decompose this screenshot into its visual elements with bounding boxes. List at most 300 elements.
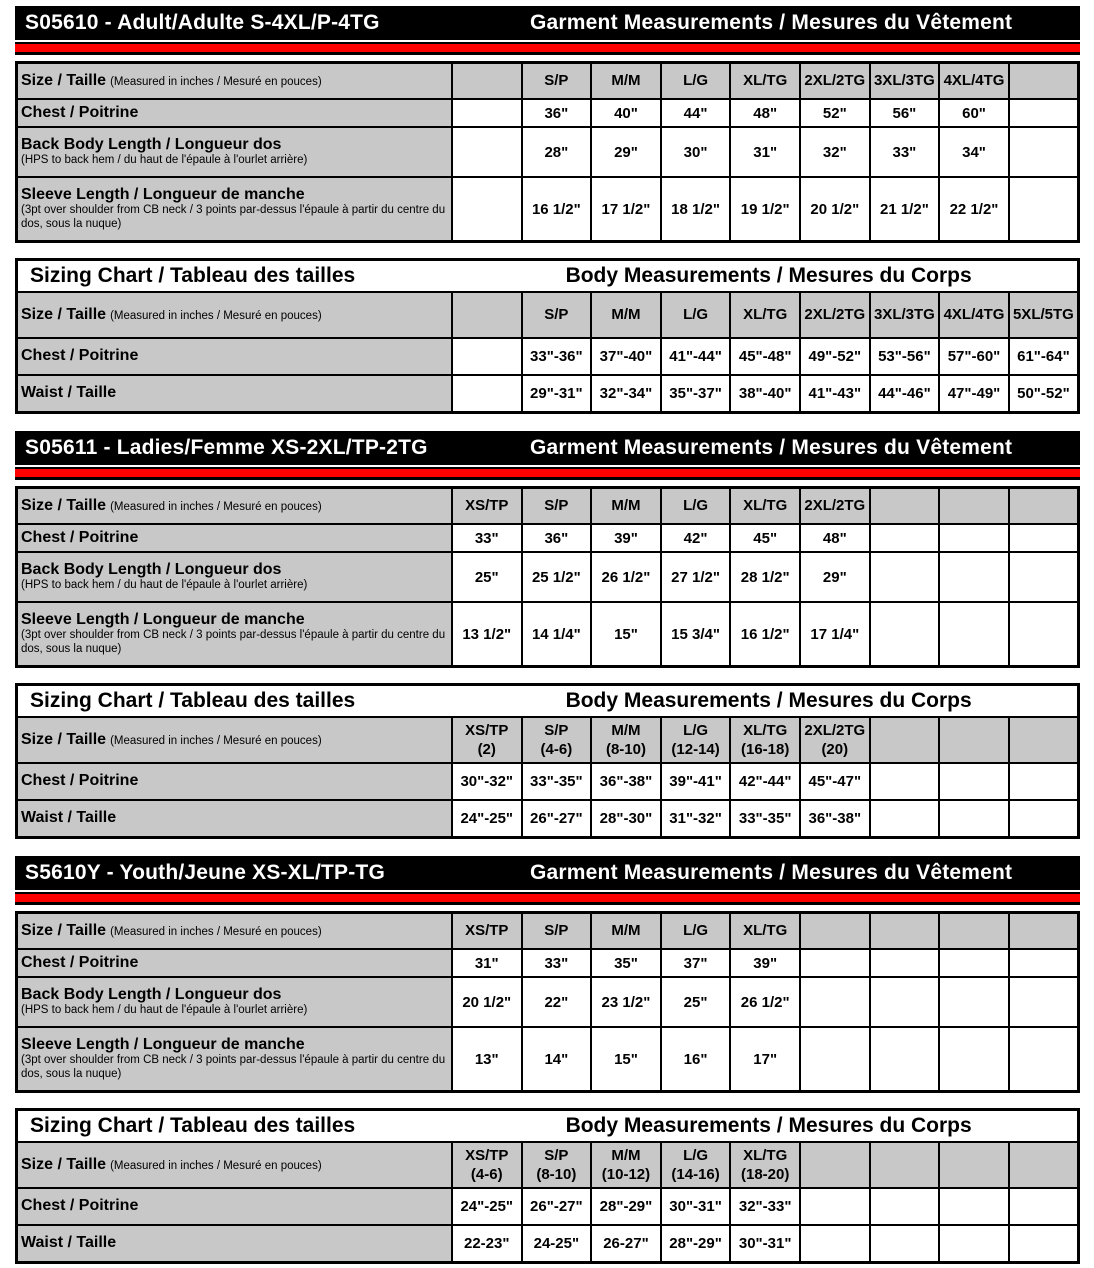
size-column-header-line: L/G: [683, 922, 709, 940]
row-label: Sleeve Length / Longueur de manche: [21, 611, 305, 628]
size-column-header-line: 4XL/4TG: [943, 72, 1005, 90]
body-header-row: [17, 1110, 1079, 1143]
product-code-title: S05610 - Adult/Adulte S-4XL/P-4TG: [25, 11, 380, 34]
measurement-cell: 26"-27": [522, 800, 592, 838]
size-header-row: [17, 63, 1079, 100]
size-column-header-line: (14-16): [671, 1166, 720, 1183]
body-header-cell: [17, 1110, 1079, 1143]
measurement-cell: [1009, 763, 1079, 800]
row-label-note: (3pt over shoulder from CB neck / 3 points par-dessus l'épaule à partir du centre du dos, sous la nuque): [21, 204, 446, 231]
table-title-bar: [15, 6, 1080, 40]
measurement-cell: 15 3/4": [661, 602, 731, 667]
size-column-header: [661, 913, 731, 950]
measurement-cell: [800, 1027, 870, 1092]
size-column-header-line: XL/TG: [743, 922, 788, 940]
body-header-band: [21, 261, 1074, 291]
row-label-note: (HPS to back hem / du haut de l'épaule à l'ourlet arrière): [21, 1004, 308, 1017]
row-label-cell: [17, 524, 452, 552]
size-header-label-cell: [17, 63, 452, 100]
size-column-header: [1009, 717, 1079, 763]
size-column-header: [452, 63, 522, 100]
measurement-cell: 30"-31": [730, 1225, 800, 1263]
size-label: Size / Taille: [21, 71, 107, 89]
size-column-header-line: (18-20): [741, 1166, 790, 1183]
size-column-header: [661, 488, 731, 525]
measurement-cell: 42"-44": [730, 763, 800, 800]
row-label-note: (3pt over shoulder from CB neck / 3 points par-dessus l'épaule à partir du centre du dos, sous la nuque): [21, 1054, 446, 1081]
row-label-cell: [17, 375, 452, 413]
row-label-note: (HPS to back hem / du haut de l'épaule à l'ourlet arrière): [21, 579, 308, 592]
grid-body: [17, 63, 1079, 242]
measurement-cell: 44": [661, 99, 731, 127]
size-column-header-line: 2XL/2TG: [804, 72, 866, 90]
size-column-header-line: M/M: [611, 306, 641, 324]
row-label-cell: [17, 1188, 452, 1225]
size-column-header-line: M/M: [611, 72, 641, 90]
measurement-cell: [1009, 977, 1079, 1027]
measurement-cell: 22 1/2": [939, 177, 1009, 242]
measurement-row: [17, 99, 1079, 127]
size-column-header-line: S/P: [544, 721, 569, 739]
measurement-cell: 49"-52": [800, 338, 870, 375]
measurement-cell: [870, 1188, 940, 1225]
measurement-cell: 25": [452, 552, 522, 602]
size-column-header-line: XS/TP: [465, 721, 509, 739]
size-column-header: [591, 1142, 661, 1188]
measurement-cell: 15": [591, 602, 661, 667]
size-header-label-cell: [17, 488, 452, 525]
size-column-header-line: 2XL/2TG: [804, 721, 866, 739]
size-column-header-line: (10-12): [601, 1166, 651, 1183]
size-unit-note: (Measured in inches / Mesuré en pouces): [110, 734, 322, 747]
size-column-header-line: XS/TP: [465, 1146, 509, 1164]
red-accent-bar: [15, 467, 1080, 480]
measurement-cell: [870, 524, 940, 552]
measurement-cell: [800, 949, 870, 977]
size-unit-note: (Measured in inches / Mesuré en pouces): [110, 75, 322, 88]
measurement-type-title: Body Measurements / Mesures du Corps: [565, 689, 972, 712]
size-column-header: [800, 292, 870, 338]
size-column-header-line: (8-10): [536, 1166, 577, 1183]
size-column-header: [800, 488, 870, 525]
measurement-cell: [939, 763, 1009, 800]
measurement-cell: 17": [730, 1027, 800, 1092]
measurement-cell: [939, 1027, 1009, 1092]
red-accent-bar: [15, 892, 1080, 905]
size-column-header: [730, 1142, 800, 1188]
measurement-cell: [870, 1027, 940, 1092]
size-column-header: [591, 63, 661, 100]
size-column-header-line: (12-14): [671, 741, 720, 758]
size-column-header-line: (8-10): [605, 741, 646, 758]
measurement-row: [17, 977, 1079, 1027]
size-header-label-cell: [17, 1142, 452, 1188]
size-column-header: [591, 292, 661, 338]
size-column-header: [1009, 913, 1079, 950]
row-label-cell: [17, 177, 452, 242]
row-label-cell: [17, 800, 452, 838]
size-column-header-line: L/G: [683, 72, 709, 90]
sizing-table-section-4: [15, 856, 1080, 1093]
size-header-row: [17, 717, 1079, 763]
measurement-cell: [1009, 1188, 1079, 1225]
measurement-cell: [1009, 800, 1079, 838]
measurement-cell: 17 1/2": [591, 177, 661, 242]
row-label: Chest / Poitrine: [21, 772, 139, 790]
measurement-cell: 45": [730, 524, 800, 552]
measurement-cell: 27 1/2": [661, 552, 731, 602]
measurement-cell: 39": [730, 949, 800, 977]
measurement-cell: [800, 977, 870, 1027]
measurement-cell: 34": [939, 127, 1009, 177]
size-header-label-cell: [17, 717, 452, 763]
size-column-header-line: L/G: [683, 497, 709, 515]
size-header-row: [17, 292, 1079, 338]
row-label-cell: [17, 127, 452, 177]
measurement-cell: [939, 1225, 1009, 1263]
measurement-cell: [870, 602, 940, 667]
grid-body: [17, 913, 1079, 1092]
size-column-header: [870, 717, 940, 763]
row-label: Back Body Length / Longueur dos: [21, 560, 282, 578]
size-column-header: [939, 913, 1009, 950]
size-column-header: [939, 292, 1009, 338]
measurement-cell: [800, 1225, 870, 1263]
measurement-cell: 41"-44": [661, 338, 731, 375]
measurement-cell: 24-25": [522, 1225, 592, 1263]
sizing-table-section-2: [15, 431, 1080, 668]
sizing-table-section-1: [15, 258, 1080, 414]
size-column-header-line: L/G: [683, 306, 709, 324]
sizing-table-section-0: [15, 6, 1080, 243]
size-column-header: [730, 488, 800, 525]
size-column-header: [452, 488, 522, 525]
row-label-cell: [17, 977, 452, 1027]
measurement-cell: 24"-25": [452, 800, 522, 838]
measurement-cell: 31": [452, 949, 522, 977]
measurement-cell: [870, 763, 940, 800]
measurement-cell: 29": [591, 127, 661, 177]
measurement-cell: 39"-41": [661, 763, 731, 800]
size-column-header: [1009, 63, 1079, 100]
body-header-cell: [17, 685, 1079, 718]
measurement-cell: 56": [870, 99, 940, 127]
measurement-cell: 33": [870, 127, 940, 177]
size-column-header-line: XS/TP: [465, 497, 509, 515]
size-label: Size / Taille: [21, 496, 107, 514]
size-column-header-line: (4-6): [470, 1166, 503, 1183]
measurement-cell: 30"-31": [661, 1188, 731, 1225]
measurement-cell: [870, 552, 940, 602]
measurement-cell: 35"-37": [661, 375, 731, 413]
measurement-cell: 36": [522, 524, 592, 552]
sizing-chart-title: Sizing Chart / Tableau des tailles: [30, 689, 356, 712]
measurement-cell: [939, 524, 1009, 552]
row-label-cell: [17, 602, 452, 667]
size-column-header: [591, 488, 661, 525]
size-column-header: [522, 63, 592, 100]
size-unit-note: (Measured in inches / Mesuré en pouces): [110, 309, 322, 322]
row-label: Waist / Taille: [21, 1234, 117, 1252]
measurement-cell: 20 1/2": [800, 177, 870, 242]
measurement-cell: 33"-36": [522, 338, 592, 375]
measurement-type-title: Garment Measurements / Mesures du Vêtement: [530, 11, 1013, 34]
measurement-cell: 16": [661, 1027, 731, 1092]
grid-body: [17, 260, 1079, 413]
size-column-header: [661, 63, 731, 100]
size-column-header-line: M/M: [611, 497, 641, 515]
size-column-header: [939, 488, 1009, 525]
measurement-cell: [452, 99, 522, 127]
measurement-cell: [452, 127, 522, 177]
measurement-cell: 16 1/2": [522, 177, 592, 242]
measurement-cell: 52": [800, 99, 870, 127]
measurement-cell: [939, 1188, 1009, 1225]
row-label-cell: [17, 552, 452, 602]
measurement-cell: 48": [730, 99, 800, 127]
size-unit-note: (Measured in inches / Mesuré en pouces): [110, 1159, 322, 1172]
measurement-cell: 25 1/2": [522, 552, 592, 602]
measurement-cell: [1009, 949, 1079, 977]
measurement-cell: 29"-31": [522, 375, 592, 413]
size-column-header: [870, 488, 940, 525]
size-column-header: [800, 63, 870, 100]
size-column-header: [939, 63, 1009, 100]
measurement-cell: 20 1/2": [452, 977, 522, 1027]
measurement-cell: 45"-48": [730, 338, 800, 375]
measurement-cell: 28": [522, 127, 592, 177]
measurement-cell: 50"-52": [1009, 375, 1079, 413]
size-column-header-line: (2): [477, 741, 496, 758]
measurement-cell: 37": [661, 949, 731, 977]
size-column-header: [452, 1142, 522, 1188]
sizing-chart-title: Sizing Chart / Tableau des tailles: [30, 264, 356, 287]
size-column-header-line: S/P: [544, 922, 569, 940]
measurement-cell: 33"-35": [522, 763, 592, 800]
measurement-cell: 44"-46": [870, 375, 940, 413]
measurement-row: [17, 127, 1079, 177]
row-label: Chest / Poitrine: [21, 953, 139, 971]
measurement-cell: [452, 177, 522, 242]
size-column-header: [870, 1142, 940, 1188]
measurement-cell: 18 1/2": [661, 177, 731, 242]
measurement-type-title: Garment Measurements / Mesures du Vêtement: [530, 436, 1013, 459]
measurement-cell: 45"-47": [800, 763, 870, 800]
row-label-cell: [17, 338, 452, 375]
size-column-header: [870, 292, 940, 338]
size-column-header: [591, 913, 661, 950]
grid-body: [17, 488, 1079, 667]
size-column-header: [452, 913, 522, 950]
measurement-cell: [1009, 1225, 1079, 1263]
size-column-header-line: 5XL/5TG: [1012, 306, 1074, 324]
measurement-cell: [939, 602, 1009, 667]
sizing-table-section-5: [15, 1108, 1080, 1264]
measurement-cell: [870, 1225, 940, 1263]
sizing-grid: [15, 683, 1080, 839]
measurement-row: [17, 338, 1079, 375]
table-title-bar: [15, 856, 1080, 890]
measurement-cell: [870, 800, 940, 838]
row-label: Sleeve Length / Longueur de manche: [21, 186, 305, 203]
measurement-cell: [939, 977, 1009, 1027]
measurement-row: [17, 552, 1079, 602]
measurement-row: [17, 1188, 1079, 1225]
size-column-header: [452, 717, 522, 763]
size-column-header: [939, 717, 1009, 763]
measurement-cell: 53"-56": [870, 338, 940, 375]
row-label: Chest / Poitrine: [21, 103, 139, 121]
row-label: Chest / Poitrine: [21, 528, 139, 546]
grid-body: [17, 1110, 1079, 1263]
measurement-cell: 30"-32": [452, 763, 522, 800]
size-column-header: [1009, 1142, 1079, 1188]
size-column-header-line: XL/TG: [743, 306, 788, 324]
measurement-cell: 26"-27": [522, 1188, 592, 1225]
size-label: Size / Taille: [21, 305, 107, 323]
measurement-cell: 61"-64": [1009, 338, 1079, 375]
size-column-header-line: L/G: [683, 1146, 709, 1164]
measurement-cell: 14 1/4": [522, 602, 592, 667]
grid-body: [17, 685, 1079, 838]
measurement-cell: [1009, 1027, 1079, 1092]
size-column-header: [870, 63, 940, 100]
measurement-cell: 41"-43": [800, 375, 870, 413]
measurement-cell: 31": [730, 127, 800, 177]
measurement-cell: 42": [661, 524, 731, 552]
size-column-header-line: L/G: [683, 721, 709, 739]
red-accent-bar: [15, 42, 1080, 55]
measurement-cell: [1009, 177, 1079, 242]
size-unit-note: (Measured in inches / Mesuré en pouces): [110, 925, 322, 938]
product-code-title: S5610Y - Youth/Jeune XS-XL/TP-TG: [25, 861, 385, 884]
measurement-cell: 33": [522, 949, 592, 977]
size-column-header-line: XL/TG: [743, 1146, 788, 1164]
size-column-header: [1009, 292, 1079, 338]
body-header-cell: [17, 260, 1079, 293]
measurement-cell: 26 1/2": [591, 552, 661, 602]
sizing-table-section-3: [15, 683, 1080, 839]
measurement-cell: 26-27": [591, 1225, 661, 1263]
size-column-header: [522, 913, 592, 950]
size-column-header: [522, 1142, 592, 1188]
measurement-cell: 16 1/2": [730, 602, 800, 667]
size-column-header-line: (4-6): [540, 741, 573, 758]
measurement-cell: 35": [591, 949, 661, 977]
sizing-grid: [15, 486, 1080, 668]
measurement-type-title: Body Measurements / Mesures du Corps: [565, 264, 972, 287]
size-column-header: [730, 717, 800, 763]
measurement-cell: 36"-38": [591, 763, 661, 800]
size-column-header: [522, 488, 592, 525]
measurement-cell: 47"-49": [939, 375, 1009, 413]
size-column-header: [800, 1142, 870, 1188]
size-column-header: [522, 717, 592, 763]
row-label: Back Body Length / Longueur dos: [21, 985, 282, 1003]
size-header-row: [17, 488, 1079, 525]
size-column-header: [522, 292, 592, 338]
measurement-cell: 48": [800, 524, 870, 552]
measurement-cell: [452, 338, 522, 375]
measurement-cell: 28"-30": [591, 800, 661, 838]
measurement-cell: 24"-25": [452, 1188, 522, 1225]
measurement-cell: [939, 800, 1009, 838]
measurement-cell: 17 1/4": [800, 602, 870, 667]
size-column-header: [661, 1142, 731, 1188]
size-column-header-line: XL/TG: [743, 721, 788, 739]
measurement-cell: 13": [452, 1027, 522, 1092]
size-column-header: [730, 913, 800, 950]
row-label: Waist / Taille: [21, 809, 117, 827]
measurement-row: [17, 524, 1079, 552]
product-code-title: S05611 - Ladies/Femme XS-2XL/TP-2TG: [25, 436, 428, 459]
measurement-cell: 28 1/2": [730, 552, 800, 602]
size-column-header-line: XS/TP: [465, 922, 509, 940]
measurement-cell: [1009, 602, 1079, 667]
measurement-cell: 28"-29": [661, 1225, 731, 1263]
measurement-cell: [939, 552, 1009, 602]
measurement-cell: 21 1/2": [870, 177, 940, 242]
size-header-row: [17, 913, 1079, 950]
measurement-cell: 29": [800, 552, 870, 602]
size-label: Size / Taille: [21, 1155, 107, 1173]
measurement-cell: 36": [522, 99, 592, 127]
measurement-cell: 32"-33": [730, 1188, 800, 1225]
size-column-header-line: M/M: [611, 721, 641, 739]
measurement-cell: 23 1/2": [591, 977, 661, 1027]
measurement-cell: 13 1/2": [452, 602, 522, 667]
sizing-grid: [15, 1108, 1080, 1264]
size-column-header: [730, 292, 800, 338]
measurement-cell: 30": [661, 127, 731, 177]
row-label-cell: [17, 99, 452, 127]
row-label-cell: [17, 763, 452, 800]
size-column-header-line: (20): [821, 741, 849, 758]
measurement-type-title: Garment Measurements / Mesures du Vêtement: [530, 861, 1013, 884]
measurement-row: [17, 375, 1079, 413]
size-column-header-line: S/P: [544, 306, 569, 324]
size-column-header-line: M/M: [611, 922, 641, 940]
measurement-cell: 57"-60": [939, 338, 1009, 375]
measurement-row: [17, 763, 1079, 800]
size-column-header-line: 2XL/2TG: [804, 306, 866, 324]
sizing-grid: [15, 911, 1080, 1093]
measurement-cell: 26 1/2": [730, 977, 800, 1027]
measurement-cell: [870, 949, 940, 977]
size-header-label-cell: [17, 913, 452, 950]
size-column-header-line: 2XL/2TG: [804, 497, 866, 515]
measurement-row: [17, 602, 1079, 667]
size-column-header-line: S/P: [544, 72, 569, 90]
size-column-header-line: S/P: [544, 497, 569, 515]
sizing-chart-title: Sizing Chart / Tableau des tailles: [30, 1114, 356, 1137]
measurement-cell: 38"-40": [730, 375, 800, 413]
sizing-grid: [15, 258, 1080, 414]
measurement-cell: [1009, 99, 1079, 127]
body-header-band: [21, 1111, 1074, 1141]
size-column-header-line: XL/TG: [743, 497, 788, 515]
measurement-row: [17, 949, 1079, 977]
measurement-row: [17, 177, 1079, 242]
measurement-cell: 39": [591, 524, 661, 552]
size-column-header: [661, 717, 731, 763]
row-label-cell: [17, 949, 452, 977]
measurement-cell: 33"-35": [730, 800, 800, 838]
size-column-header-line: (16-18): [741, 741, 790, 758]
measurement-cell: 22": [522, 977, 592, 1027]
size-column-header: [730, 63, 800, 100]
measurement-row: [17, 1027, 1079, 1092]
